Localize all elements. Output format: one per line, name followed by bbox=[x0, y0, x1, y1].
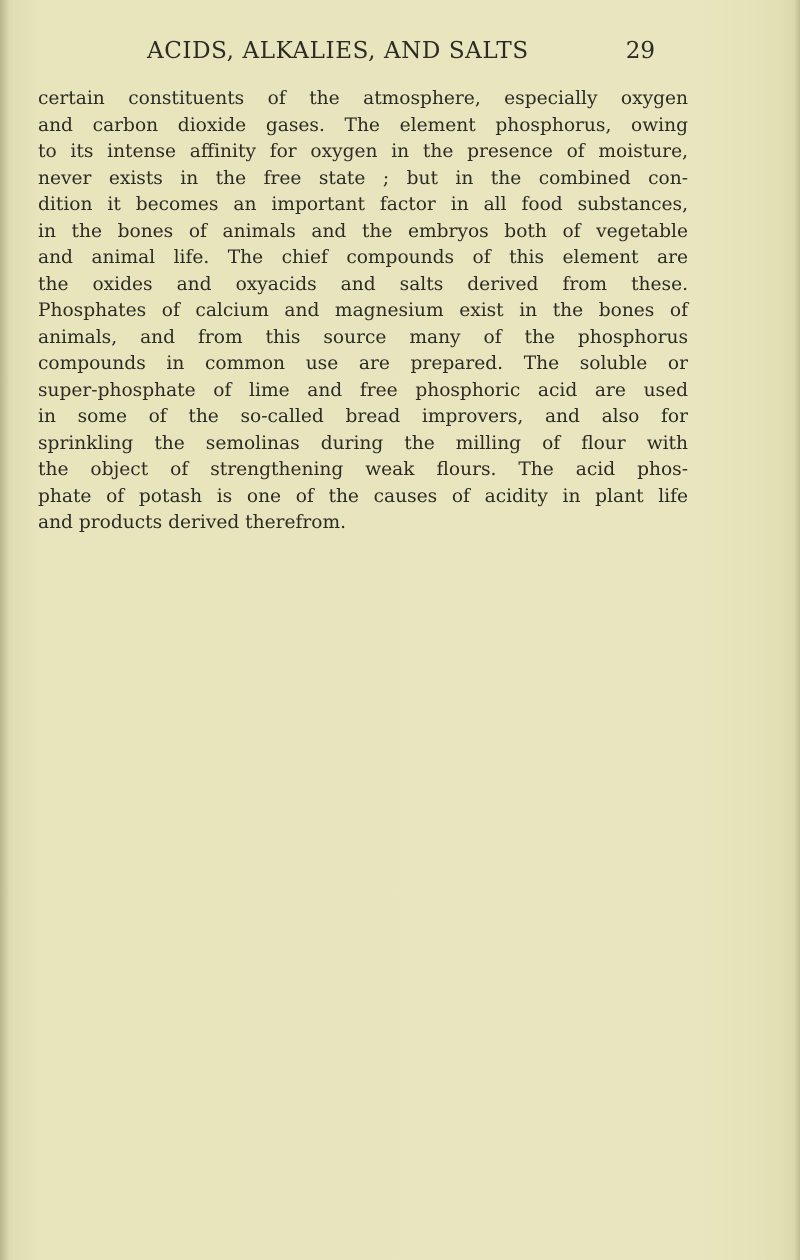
text-line: certain constituents of the atmosphere, especially oxygen bbox=[38, 88, 688, 109]
text-line: and products derived therefrom. bbox=[38, 512, 346, 533]
running-title: ACIDS, ALKALIES, AND SALTS bbox=[147, 38, 529, 64]
text-line: animals, and from this source many of the phosphorus bbox=[38, 326, 688, 348]
text-line: in some of the so-called bread improvers, and also for bbox=[38, 406, 688, 427]
text-line: to its intense affinity for oxygen in the presence of moisture, bbox=[38, 141, 688, 162]
body-paragraph bbox=[38, 86, 688, 537]
text-line: phate of potash is one of the causes of acidity in plant life bbox=[38, 485, 688, 507]
text-line: Phosphates of calcium and magnesium exist in the bones of bbox=[38, 300, 688, 321]
text-line: and animal life. The chief compounds of this element are bbox=[38, 247, 688, 268]
page-gutter-shadow bbox=[0, 0, 10, 1260]
page-number: 29 bbox=[625, 38, 655, 64]
running-head bbox=[135, 38, 655, 78]
text-line: and carbon dioxide gases. The element phosphorus, owing bbox=[38, 114, 688, 136]
text-line: the oxides and oxyacids and salts derived from these. bbox=[38, 273, 688, 295]
text-line: never exists in the free state ; but in the combined con- bbox=[38, 167, 688, 189]
page-edge-shadow bbox=[794, 0, 800, 1260]
text-line: compounds in common use are prepared. The soluble or bbox=[38, 353, 688, 374]
text-line: in the bones of animals and the embryos both of vegetable bbox=[38, 220, 688, 242]
text-line: dition it becomes an important factor in all food substances, bbox=[38, 194, 688, 215]
text-line: the object of strengthening weak flours. The acid phos- bbox=[38, 459, 688, 480]
text-line: sprinkling the semolinas during the milling of flour with bbox=[38, 432, 688, 454]
text-line: super-phosphate of lime and free phosphoric acid are used bbox=[38, 379, 688, 401]
